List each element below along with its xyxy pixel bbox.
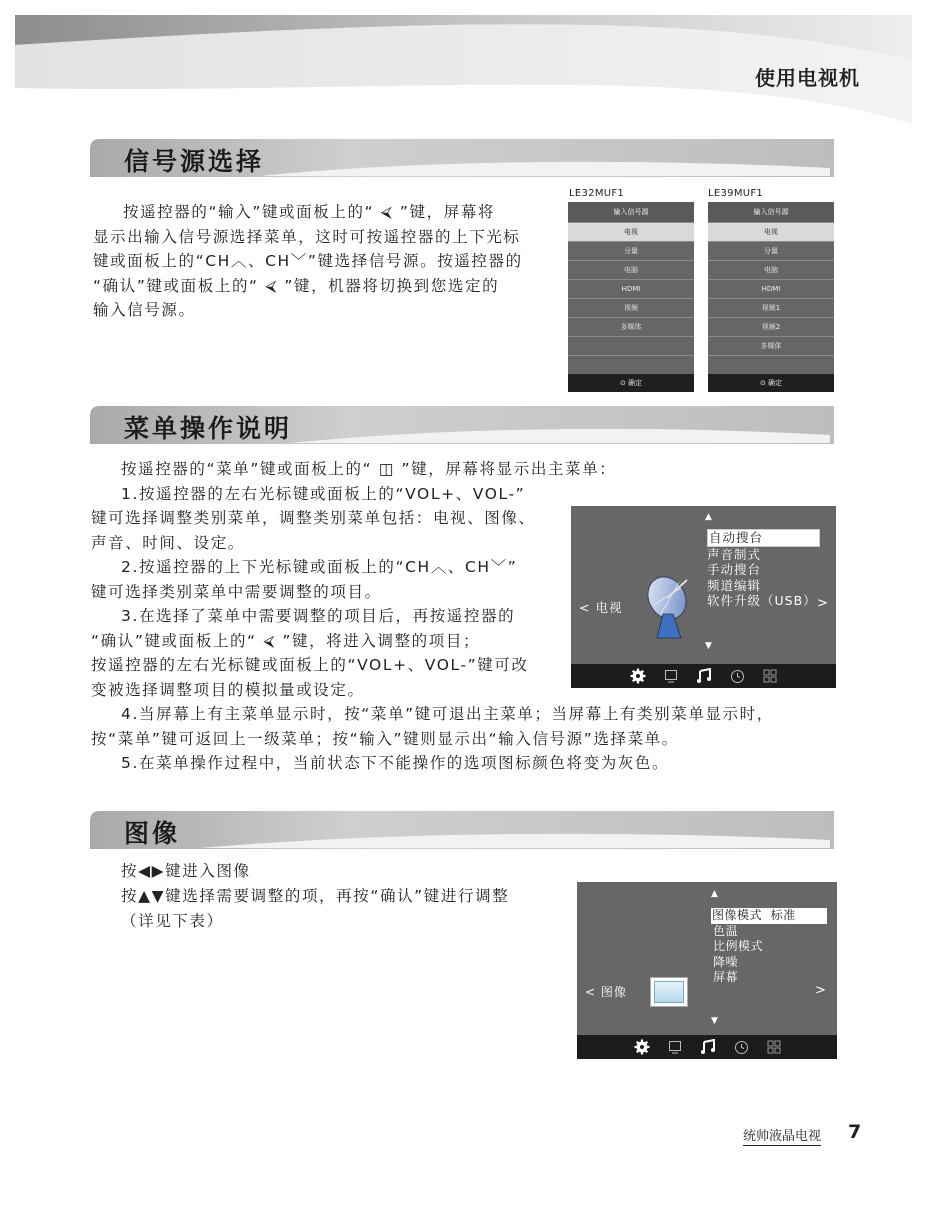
osd-tv-menu bbox=[571, 506, 836, 688]
source-menu-header: 输入信号源 bbox=[568, 202, 694, 222]
settings-grid-icon[interactable] bbox=[767, 1040, 781, 1054]
text-line: “确认”键或面板上的“ ⮘ ”键，将进入调整的项目； bbox=[91, 631, 481, 650]
source-item[interactable]: 视频 bbox=[568, 298, 694, 317]
source-item[interactable]: 视频1 bbox=[708, 298, 834, 317]
source-item[interactable]: 分量 bbox=[568, 241, 694, 260]
source-item[interactable]: 电视 bbox=[568, 222, 694, 241]
up-arrow[interactable]: ▲ bbox=[705, 512, 712, 522]
text-line: 按遥控器的“菜单”键或面板上的“ ◫ ”键，屏幕将显示出主菜单： bbox=[121, 460, 617, 478]
section-bar-signal bbox=[90, 138, 834, 178]
ok-icon: ⊙ bbox=[759, 379, 769, 387]
gear-icon[interactable] bbox=[630, 668, 646, 684]
section-bar-menu-ops bbox=[90, 405, 834, 445]
right-arrow[interactable]: > bbox=[817, 596, 828, 611]
footer-brand: 统帅液晶电视 bbox=[743, 1125, 821, 1146]
ok-icon: ⊙ bbox=[619, 379, 629, 387]
music-note-icon[interactable] bbox=[700, 1039, 716, 1055]
osd-item[interactable]: 色温 bbox=[713, 923, 739, 938]
header-title: 使用电视机 bbox=[755, 66, 860, 90]
source-menu-2 bbox=[708, 202, 834, 392]
text-line: 1.按遥控器的左右光标键或面板上的“VOL+、VOL-” bbox=[121, 484, 526, 503]
source-item[interactable]: 分量 bbox=[708, 241, 834, 260]
osd-picture-menu bbox=[577, 882, 837, 1059]
music-note-icon[interactable] bbox=[696, 668, 712, 684]
text-line: 3.在选择了菜单中需要调整的项目后，再按遥控器的 bbox=[121, 607, 516, 625]
source-item[interactable]: 电脑 bbox=[568, 260, 694, 279]
text-line: 按“菜单”键可返回上一级菜单；按“输入”键则显示出“输入信号源”选择菜单。 bbox=[91, 729, 679, 748]
osd-category-bar bbox=[571, 664, 836, 688]
osd-category-bar bbox=[577, 1035, 837, 1059]
picture-icon[interactable] bbox=[668, 1040, 682, 1054]
page-number: 7 bbox=[848, 1121, 862, 1143]
confirm-label: 确定 bbox=[768, 379, 783, 387]
section-title-picture: 图像 bbox=[124, 819, 181, 848]
text-line: 键可选择调整类别菜单，调整类别菜单包括：电视、图像、 bbox=[91, 509, 536, 527]
source-menu-header: 输入信号源 bbox=[708, 202, 834, 222]
confirm-label: 确定 bbox=[628, 379, 643, 387]
picture-paragraph bbox=[121, 859, 581, 934]
settings-grid-icon[interactable] bbox=[763, 669, 777, 683]
satellite-dish-icon bbox=[643, 574, 695, 642]
model-label-2: LE39MUF1 bbox=[708, 188, 764, 199]
text-line: 5.在菜单操作过程中，当前状态下不能操作的选项图标颜色将变为灰色。 bbox=[121, 754, 670, 772]
text-line: “确认”键或面板上的“ ⮘ ”键，机器将切换到您选定的 bbox=[93, 276, 500, 295]
picture-thumb-icon bbox=[650, 977, 688, 1007]
signal-paragraph bbox=[93, 200, 563, 323]
osd-item[interactable]: 声音制式 bbox=[707, 546, 762, 562]
gear-icon[interactable] bbox=[634, 1039, 650, 1055]
picture-icon[interactable] bbox=[664, 669, 678, 683]
up-arrow[interactable]: ▲ bbox=[711, 889, 718, 899]
osd-items bbox=[707, 529, 820, 609]
source-item bbox=[568, 355, 694, 374]
osd-item[interactable]: 软件升级（USB） bbox=[707, 593, 817, 608]
osd-item[interactable]: 频道编辑 bbox=[707, 577, 762, 593]
section-title-signal: 信号源选择 bbox=[124, 147, 265, 176]
osd-items bbox=[711, 908, 827, 986]
osd-item[interactable]: 比例模式 bbox=[713, 939, 764, 953]
source-item[interactable]: HDMI bbox=[568, 279, 694, 298]
clock-icon[interactable] bbox=[734, 1040, 749, 1055]
down-arrow[interactable]: ▼ bbox=[711, 1016, 718, 1026]
osd-item[interactable]: 屏幕 bbox=[713, 970, 739, 984]
down-arrow[interactable]: ▼ bbox=[705, 641, 712, 651]
section-title-menu-ops: 菜单操作说明 bbox=[124, 414, 293, 443]
text-line: 按▲▼键选择需要调整的项，再按“确认”键进行调整 bbox=[121, 887, 510, 905]
text-line: 按遥控器的左右光标键或面板上的“VOL+、VOL-”键可改 bbox=[91, 656, 529, 674]
source-item[interactable]: HDMI bbox=[708, 279, 834, 298]
clock-icon[interactable] bbox=[730, 669, 745, 684]
osd-item-selected[interactable]: 图像模式 标准 bbox=[711, 908, 827, 924]
osd-item[interactable]: 降噪 bbox=[713, 954, 739, 969]
source-item[interactable]: 电视 bbox=[708, 222, 834, 241]
text-line: 输入信号源。 bbox=[93, 301, 196, 319]
osd-item-selected[interactable]: 自动搜台 bbox=[707, 529, 820, 547]
source-menu-1 bbox=[568, 202, 694, 392]
text-line: 键或面板上的“CH︿、CH﹀”键选择信号源。按遥控器的 bbox=[93, 252, 523, 270]
source-item bbox=[708, 355, 834, 374]
text-line: 显示出输入信号源选择菜单，这时可按遥控器的上下光标 bbox=[93, 227, 521, 246]
text-line: （详见下表） bbox=[121, 912, 224, 930]
category-label[interactable]: < 电视 bbox=[579, 600, 623, 615]
source-menu-footer[interactable] bbox=[708, 374, 834, 392]
text-line: 键可选择类别菜单中需要调整的项目。 bbox=[91, 582, 382, 601]
source-item[interactable]: 多媒体 bbox=[708, 336, 834, 355]
text-line: 按遥控器的“输入”键或面板上的“ ⮘ ”键，屏幕将 bbox=[123, 203, 495, 221]
source-menu-footer[interactable] bbox=[568, 374, 694, 392]
text-line: 按◀▶键进入图像 bbox=[121, 862, 251, 880]
text-line: 变被选择调整项目的模拟量或设定。 bbox=[91, 680, 365, 699]
text-line: 2.按遥控器的上下光标键或面板上的“CH︿、CH﹀” bbox=[121, 558, 518, 576]
category-label[interactable]: < 图像 bbox=[585, 985, 627, 999]
source-item[interactable]: 电脑 bbox=[708, 260, 834, 279]
source-item[interactable]: 视频2 bbox=[708, 317, 834, 336]
section-bar-picture bbox=[90, 810, 834, 850]
text-line: 声音、时间、设定。 bbox=[91, 533, 245, 552]
source-item bbox=[568, 336, 694, 355]
osd-item[interactable]: 手动搜台 bbox=[707, 562, 762, 577]
source-item[interactable]: 多媒体 bbox=[568, 317, 694, 336]
right-arrow[interactable]: > bbox=[815, 983, 826, 998]
text-line: 4.当屏幕上有主菜单显示时，按“菜单”键可退出主菜单；当屏幕上有类别菜单显示时， bbox=[121, 705, 774, 723]
model-label-1: LE32MUF1 bbox=[569, 188, 625, 199]
